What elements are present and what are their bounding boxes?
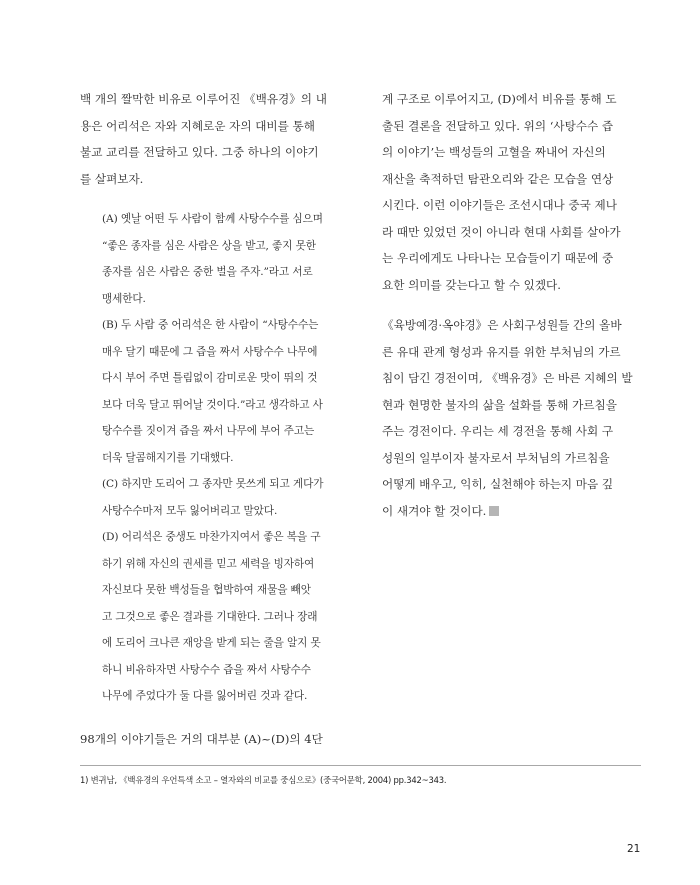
page-number: 21 [627,843,641,855]
footnote-divider [80,765,641,766]
text-line: 사탕수수마저 모두 잃어버리고 말았다. [102,504,278,517]
text-line: 시킨다. 이런 이야기들은 조선시대나 중국 제나 [382,198,617,212]
text-line: 른 유대 관계 형성과 유지를 위한 부처님의 가르 [382,344,621,359]
text-line: 성원의 일부이자 불자로서 부처님의 가르침을 [382,450,610,465]
text-line: 보다 더욱 달고 뛰어날 것이다.”라고 생각하고 사 [102,398,323,411]
story-item-a [80,206,342,312]
text-line: 라 때만 있었던 것이 아니라 현대 사회를 살아가 [382,224,621,239]
text-line: 침이 담긴 경전이며, 《백유경》은 바른 지혜의 발 [382,371,633,385]
footnote: 1) 변귀남, 《백유경의 우언특색 소고 – 열자와의 비교를 중심으로》(중국어문학, 2004) pp.342~343. [80,775,447,785]
text-line: 는 우리에게도 나타나는 모습들이기 때문에 중 [382,251,614,265]
text-line: 에 도리어 크나큰 재앙을 받게 되는 줄을 알지 못 [102,637,321,649]
story-item-b [80,312,342,471]
text-line: 매우 달기 때문에 그 즙을 짜서 사탕수수 나무에 [102,345,318,358]
text-line: 맹세한다. [102,292,146,305]
text-line: “좋은 종자를 심은 사람은 상을 받고, 좋지 못한 [102,239,316,252]
text-line: 98개의 이야기들은 거의 대부분 (A)~(D)의 4단 [80,731,323,746]
intro-paragraph [80,86,342,192]
text-line: (C) 하지만 도리어 그 종자만 못쓰게 되고 게다가 [102,478,324,490]
text-line: 종자를 심은 사람은 중한 벌을 주자.”라고 서로 [102,266,313,278]
text-line: 요한 의미를 갖는다고 할 수 있겠다. [382,277,561,292]
text-line: 주는 경전이다. 우리는 세 경전을 통해 사회 구 [382,424,614,438]
text-line: 계 구조로 이루어지고, (D)에서 비유를 통해 도 [382,92,617,106]
closing-paragraph [80,726,342,753]
text-line-content: 이 새겨야 할 것이다. [382,503,487,518]
text-line: (A) 옛날 어떤 두 사람이 함께 사탕수수를 심으며 [102,213,323,225]
text-line [382,498,640,525]
text-line: 나무에 주었다가 둘 다를 잃어버린 것과 같다. [102,690,308,702]
text-line: 재산을 축적하던 탐관오리와 같은 모습을 연상 [382,171,614,186]
text-line: 를 살펴보자. [80,171,144,186]
spacer [80,192,342,206]
text-line: 하니 비유하자면 사탕수수 즙을 짜서 사탕수수 [102,663,311,676]
story-item-c [80,471,342,524]
conclusion-paragraph [382,312,640,524]
text-line: 백 개의 짤막한 비유로 이루어진 《백유경》의 내 [80,92,327,106]
text-line: 의 이야기’는 백성들의 고혈을 짜내어 자신의 [382,145,606,159]
right-column [382,86,640,524]
spacer [80,710,342,726]
text-line: 현과 현명한 불자의 삶을 설화를 통해 가르침을 [382,397,617,412]
text-line: 하기 위해 자신의 권세를 믿고 세력을 빙자하여 [102,557,315,570]
text-line: 용은 어리석은 자와 지혜로운 자의 대비를 통해 [80,118,315,133]
spacer [382,298,640,312]
text-line: 탕수수를 짓이겨 즙을 짜서 나무에 부어 주고는 [102,425,315,437]
text-line: (D) 어리석은 중생도 마찬가지여서 좋은 복을 구 [102,531,321,543]
text-line: 고 그것으로 좋은 결과를 기대한다. 그러나 장래 [102,610,318,623]
text-line: 자신보다 못한 백성들을 협박하여 재물을 빼앗 [102,584,311,596]
text-line: 《육방예경·옥야경》은 사회구성원들 간의 올바 [382,318,622,332]
end-mark-icon [489,506,499,516]
text-line: 출된 결론을 전달하고 있다. 위의 ‘사탕수수 즙 [382,118,614,133]
text-line: 더욱 달콤해지기를 기대했다. [102,451,234,464]
story-item-d [80,524,342,710]
text-line: 다시 부어 주면 틀림없이 감미로운 맛이 뛰의 것 [102,372,318,384]
text-line: 어떻게 배우고, 익히, 실천해야 하는지 마음 깊 [382,477,614,491]
continuation-paragraph [382,86,640,298]
left-column [80,86,342,752]
text-line: 불교 교리를 전달하고 있다. 그중 하나의 이야기 [80,145,319,159]
text-line: (B) 두 사람 중 어리석은 한 사람이 “사탕수수는 [102,319,319,331]
